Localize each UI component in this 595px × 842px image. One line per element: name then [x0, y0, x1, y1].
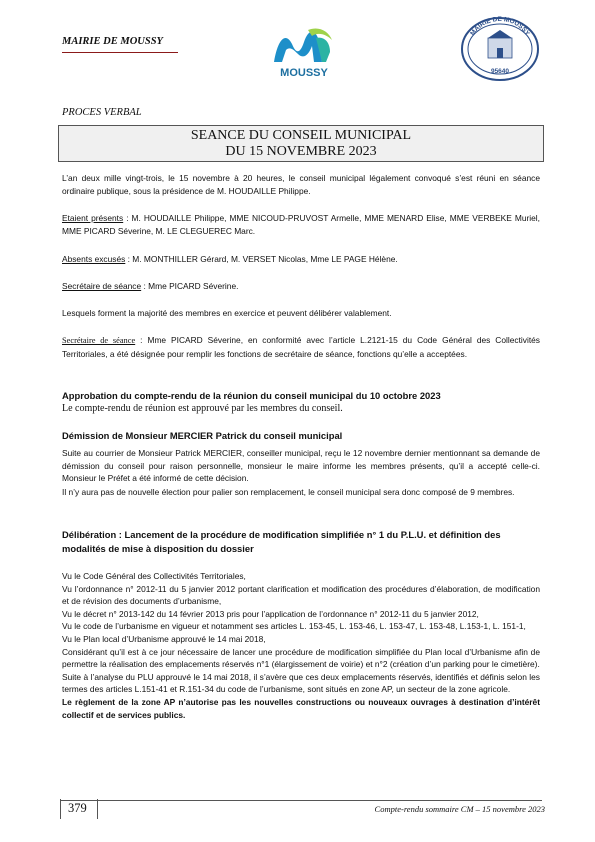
moussy-logo-icon	[256, 24, 352, 80]
section2-p2: Il n’y aura pas de nouvelle élection pour palier son remplacement, le conseil municipal sera donc composé de 9 membres.	[62, 487, 515, 497]
page-number-frame-left	[60, 799, 61, 819]
presents-text: : M. HOUDAILLE Philippe, MME NICOUD-PRUVOST Armelle, MME MENARD Elise, MME VERBEKE Muriel, MME PICARD Séverine, M. LE CLEGUEREC Marc.	[62, 213, 540, 236]
title-line-1: SEANCE DU CONSEIL MUNICIPAL	[190, 128, 412, 143]
vu-ordonnance: Vu l’ordonnance n° 2012-11 du 5 janvier 2012 portant clarification et modification des procédures d’élaboration, de modification et de révision des documents d’urbanisme,	[62, 583, 540, 607]
excuses-label: Absents excusés	[62, 254, 126, 264]
analyse-plu: Suite à l’analyse du PLU approuvé le 14 mai 2018, il s’avère que ces deux emplacements réservés, identifiés et définis selon les termes des articles L.151-41 et R.151-34 du code de l’urbanisme, sont situés en zone AP, un secteur de la zone agricole.	[62, 671, 540, 695]
intro-paragraph: L’an deux mille vingt-trois, le 15 novembre à 20 heures, le conseil municipal légalement convoqué s’est réuni en séance ordinaire publique, sous la présidence de M. HOUDAILLE Philippe.	[62, 173, 540, 196]
majorite-paragraph: Lesquels forment la majorité des membres en exercice et peuvent délibérer valablement.	[62, 308, 392, 318]
section3-body	[62, 570, 540, 721]
section1-text: Le compte-rendu de réunion est approuvé par les membres du conseil.	[62, 403, 343, 414]
presents-label: Etaient présents	[62, 213, 124, 223]
title-line-2: DU 15 NOVEMBRE 2023	[225, 144, 377, 159]
mairie-header: MAIRIE DE MOUSSY	[62, 36, 163, 47]
page-number-frame-right	[97, 799, 98, 819]
considerant: Considérant qu’il est à ce jour nécessaire de lancer une procédure de modification simplifiée du Plan local d’Urbanisme afin de permettre la réalisation des emplacements réservés n°1 (élargissement de voirie) et n°2 (création d’un parking pour le cimetière).	[62, 646, 540, 670]
pv-label: PROCES VERBAL	[62, 107, 142, 118]
section3-heading: Délibération : Lancement de la procédure de modification simplifiée n° 1 du P.L.U. et définition des modalités de mise à disposition du dossier	[62, 529, 501, 554]
vu-plu: Vu le Plan local d’Urbanisme approuvé le 14 mai 2018,	[62, 633, 266, 644]
secretaire-label: Secrétaire de séance	[62, 281, 142, 291]
vu-decret: Vu le décret n° 2013-142 du 14 février 2013 pris pour l’application de l’ordonnance n° 2012-11 du 5 janvier 2012,	[62, 608, 479, 619]
seal-text-bottom: 95640	[490, 68, 510, 75]
secretaire-text: : Mme PICARD Séverine.	[141, 281, 239, 291]
mairie-seal	[458, 16, 542, 82]
excuses-paragraph	[62, 253, 540, 266]
section2-heading: Démission de Monsieur MERCIER Patrick du conseil municipal	[62, 430, 343, 441]
session-title-box	[58, 125, 544, 162]
moussy-logo	[256, 24, 352, 80]
presents-paragraph	[62, 212, 540, 237]
vu-cgct: Vu le Code Général des Collectivités Territoriales,	[62, 571, 246, 581]
header-underline	[62, 52, 178, 53]
secretaire-paragraph	[62, 280, 540, 293]
secretaire2-paragraph	[62, 334, 540, 360]
secretaire2-text: : Mme PICARD Séverine, en conformité avec l’article L.2121-15 du Code Général des Collectivités Territoriales, a été désignée pour remplir les fonctions de secrétaire de séance, fonctions qu’elle a acceptées.	[62, 335, 540, 359]
vu-code-urbanisme: Vu le code de l’urbanisme en vigueur et notamment ses articles L. 153-45, L. 153-46, L. 153-47, L. 153-48, L.153-1, L. 151-1,	[62, 621, 526, 632]
seal-icon	[458, 16, 542, 82]
footer-rule	[60, 800, 542, 801]
seal-text-top: MAIRIE DE MOUSSY	[469, 16, 531, 38]
footer-caption: Compte-rendu sommaire CM – 15 novembre 2023	[374, 804, 545, 814]
section1-heading: Approbation du compte-rendu de la réunion du conseil municipal du 10 octobre 2023	[62, 390, 441, 401]
excuses-text: : M. MONTHILLER Gérard, M. VERSET Nicolas, Mme LE PAGE Hélène.	[125, 254, 398, 264]
reglement-zone-ap: Le règlement de la zone AP n’autorise pas les nouvelles constructions ou nouveaux ouvrages à destination d’intérêt collectif et de services publics.	[62, 696, 540, 720]
secretaire2-label: Secrétaire de séance	[62, 336, 136, 345]
logo-text: MOUSSY	[280, 67, 328, 79]
section2-p1: Suite au courrier de Monsieur Patrick MERCIER, conseiller municipal, reçu le 12 novembre dernier mentionnant sa demande de démission du conseil pour raison personnelle, monsieur le maire informe les membres présents, qu’il a accepté celle-ci. Monsieur le Préfet a été informé de cette décision.	[62, 448, 540, 484]
page-number: 379	[68, 801, 87, 815]
